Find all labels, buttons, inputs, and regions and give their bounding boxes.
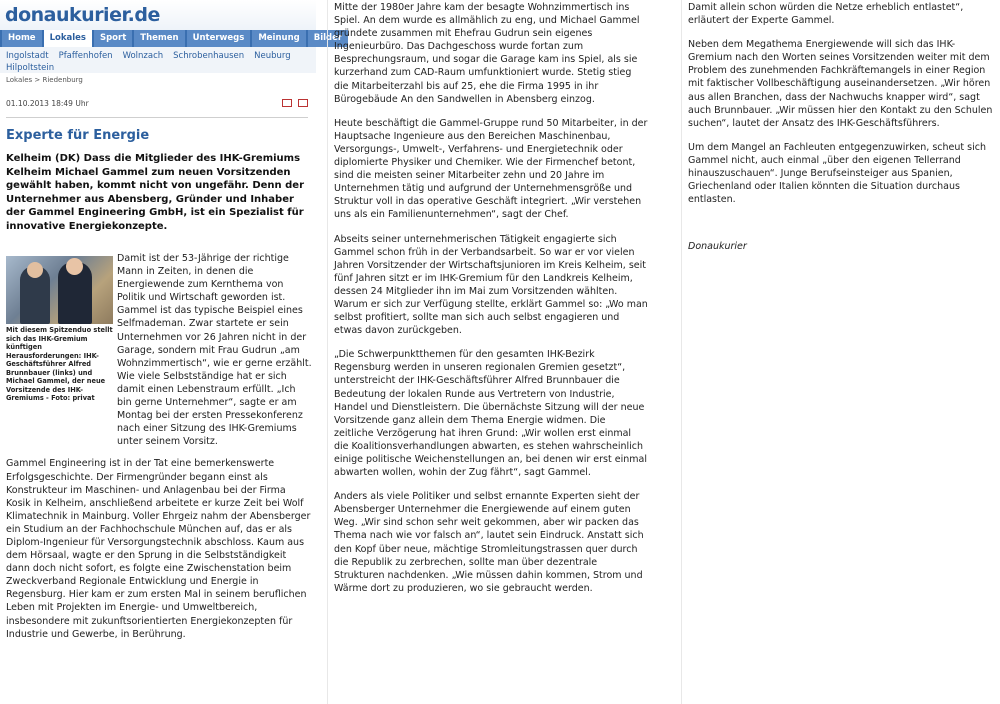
paragraph-2: Gammel Engineering ist in der Tat eine bemerkenswerte Erfolgsgeschichte. Der Firmengründer begann einst als Konstrukteur im Maschinen- und Anlagenbau bei der Firma Kosik in Kelheim, anschließend arbeitete er kurze Zeit bei Wolf Klimatechnik in Mainburg. Voller Ehrgeiz nahm der Abensberger ein Studium an der Fachhochschule München auf, das er als Diplom-Ingenieur für Versorgungstechnik abschloss. Kaum aus dem Hörsaal, wagte er den Sprung in die Selbstständigkeit dann doch nicht sofort, es folgte eine Zwischenstation beim Zweckverband Regionale Entwicklung und Energie in Regensburg. Hier kam er zum ersten Mal in seinem beruflichen Leben mit Projekten im Energie- und Umweltbereich, insbesondere mit zukunftsorientierten Energiekonzepten für Industrie und Gewerbe, in Berührung. xyxy=(6,458,311,640)
paragraph-3: Mitte der 1980er Jahre kam der besagte Wohnzimmertisch ins Spiel. An dem wurde es allmählich zu eng, und Michael Gammel gründete zusammen mit Ehefrau Gudrun sein eigenes Ingenieurbüro. Das Dachgeschoss wurde fortan zum Besprechungsraum, und sogar die Garage kam ins Spiel, als sie kurzerhand zum CAD-Raum umfunktioniert wurde. Stetig stieg die Mitarbeiterzahl bis auf 25, ehe die Firma 1995 in ihr Bürogebäude An den Sandwellen in Abensberg einzog. xyxy=(334,2,640,105)
subnav-wolnzach[interactable]: Wolnzach xyxy=(122,51,164,61)
subnav-schrobenhausen[interactable]: Schrobenhausen xyxy=(173,51,245,61)
article-column-2 xyxy=(327,0,654,704)
paragraph-6: „Die Schwerpunktthemen für den gesamten IHK-Bezirk Regensburg werden in unseren regionalen Gremien gesetzt“, unterstreicht der IHK-Geschäftsführer Alfred Brunnbauer die Bedeutung der lokalen Runde aus Vertretern von Industrie, Handel und Dienstleistern. Die übernächste Sitzung will der neue Vorsitzende ganz allein dem Thema Energie widmen. Die zeitliche Verzögerung hat ihren Grund: „Wir wollen erst einmal die Koalitionsverhandlungen abwarten, es stehen wahrscheinlich einige politische Weichenstellungen an, bei denen wir erst einmal abwarten wollen, wohin der Zug fährt“, sagt Gammel. xyxy=(334,349,647,479)
paragraph-8: Damit allein schon würden die Netze erheblich entlastet“, erläutert der Experte Gammel. xyxy=(688,2,964,27)
paragraph-4: Heute beschäftigt die Gammel-Gruppe rund 50 Mitarbeiter, in der Hauptsache Ingenieure aus den Bereichen Maschinenbau, Versorgungs-, Umwelt-, Verfahrens- und Energietechnik oder diplomierte Physiker und Chemiker. Wie der Firmenchef betont, sind die meisten seiner Mitarbeiter zehn und 20 Jahre im Unternehmen tätig und aufgrund der Unternehmensgröße und Struktur voll in das operative Geschäft integriert. „Wir verstehen uns als ein Familienunternehmen“, sagt der Chef. xyxy=(334,117,648,221)
paragraph-7: Anders als viele Politiker und selbst ernannte Experten sieht der Abensberger Unternehmer die Energiewende auf einem guten Weg. „Wir sind schon sehr weit gekommen, aber wir packen das Thema nach wie vor falsch an“, lautet sein Eindruck. Anstatt sich den Kopf über neue, mächtige Stromleitungstrassen quer durch die Republik zu zerbrechen, sollte man über dezentrale Strukturen nachdenken. „Wie müssen dahin kommen, Strom und Wärme dort zu produzieren, wo sie gebraucht werden. xyxy=(334,491,644,594)
print-icon[interactable] xyxy=(282,99,292,107)
main-nav xyxy=(0,30,343,47)
breadcrumb[interactable]: Lokales > Riedenburg xyxy=(6,76,83,84)
nav-tab-meinung[interactable]: Meinung xyxy=(252,30,305,47)
divider xyxy=(6,117,308,118)
article-lead: Kelheim (DK) Dass die Mitglieder des IHK-Gremiums Kelheim Michael Gammel zum neuen Vorsitzenden gewählt haben, kommt nicht von ungefähr. Denn der Unternehmer aus Abensberg, Gründer und Inhaber der Gammel Engineering GmbH, ist ein Spezialist für innovative Energiekonzepte. xyxy=(6,153,304,232)
subnav-ingolstadt[interactable]: Ingolstadt xyxy=(6,51,49,61)
nav-tab-themen[interactable]: Themen xyxy=(134,30,184,47)
subnav-pfaffenhofen[interactable]: Pfaffenhofen xyxy=(58,51,113,61)
paragraph-1: Damit ist der 53-Jährige der richtige Mann in Zeiten, in denen die Energiewende zum Kernthema von Politik und Wirtschaft geworden ist. Gammel ist das typische Beispiel eines Selfmademan. Zwar startete er sein Unternehmen vor 26 Jahren nicht in der Garage, sondern mit Frau Gudrun „am Wohnzimmertisch“, wie er gerne erzählt. Wie viele Selbstständige hat er sich damit einen Lebenstraum erfüllt. „Ich bin gerne Unternehmer“, sagte er am Montag bei der ersten Pressekonferenz nach einer Sitzung des IHK-Gremiums unter seinem Vorsitz. xyxy=(117,253,312,448)
article-date: 01.10.2013 18:49 Uhr xyxy=(6,98,89,108)
sub-nav xyxy=(0,47,316,73)
nav-tab-home[interactable]: Home xyxy=(2,30,42,47)
site-logo[interactable]: donaukurier.de xyxy=(0,0,316,30)
article-title: Experte für Energie xyxy=(6,128,150,143)
photo-caption: Mit diesem Spitzenduo stellt sich das IHK-Gremium künftigen Herausforderungen: IHK-Geschäftsführer Alfred Brunnbauer (links) und Michael Gammel, der neue Vorsitzende des IHK-Gremiums - Foto: privat xyxy=(6,326,113,402)
article-signature: Donaukurier xyxy=(688,241,747,253)
nav-tab-bilder[interactable]: Bilder xyxy=(308,30,348,47)
nav-tab-lokales[interactable]: Lokales xyxy=(44,30,92,47)
date-bar xyxy=(6,95,308,111)
article-column-1 xyxy=(0,0,343,704)
subnav-neuburg[interactable]: Neuburg xyxy=(254,51,291,61)
paragraph-9: Neben dem Megathema Energiewende will sich das IHK-Gremium nach den Worten seines Vorsitzenden weiter mit dem Problem des zunehmenden Fachkräftemangels in einer Region mit faktischer Vollbeschäftigung auseinandersetzen. „Wir hören aus allen Branchen, dass der Nachwuchs knapper wird“, sagt auch Brunnbauer. „Wir müssen hier den Kontakt zu den Schulen suchen“, lautet der Ansatz des IHK-Geschäftsführers. xyxy=(688,39,993,129)
subnav-hilpoltstein[interactable]: Hilpoltstein xyxy=(6,62,55,73)
mail-icon[interactable] xyxy=(298,99,308,107)
article-body-1 xyxy=(6,252,312,650)
nav-tab-unterwegs[interactable]: Unterwegs xyxy=(187,30,251,47)
nav-tab-sport[interactable]: Sport xyxy=(94,30,132,47)
paragraph-10: Um dem Mangel an Fachleuten entgegenzuwirken, scheut sich Gammel nicht, auch einmal „über den eigenen Tellerrand hinauszuschauen“. Junge Berufseinsteiger aus Spanien, Griechenland oder Italien könnten die Situation durchaus entlasten. xyxy=(688,141,986,206)
paragraph-5: Abseits seiner unternehmerischen Tätigkeit engagierte sich Gammel schon früh in der Verbandsarbeit. So war er vor vielen Jahren Vorsitzender der Wirtschaftsjunioren im Kreis Kelheim, seit fünf Jahren sitzt er im IHK-Gremium für den Landkreis Kelheim, dessen 24 Mitglieder ihn im Mai zum Vorsitzenden wählten. Warum er sich zur Verfügung stellte, erklärt Gammel so: „Wo man selbst profitiert, sollte man sich auch selbst engagieren und etwas davon zurückgeben. xyxy=(334,233,648,337)
article-column-3 xyxy=(681,0,1000,704)
